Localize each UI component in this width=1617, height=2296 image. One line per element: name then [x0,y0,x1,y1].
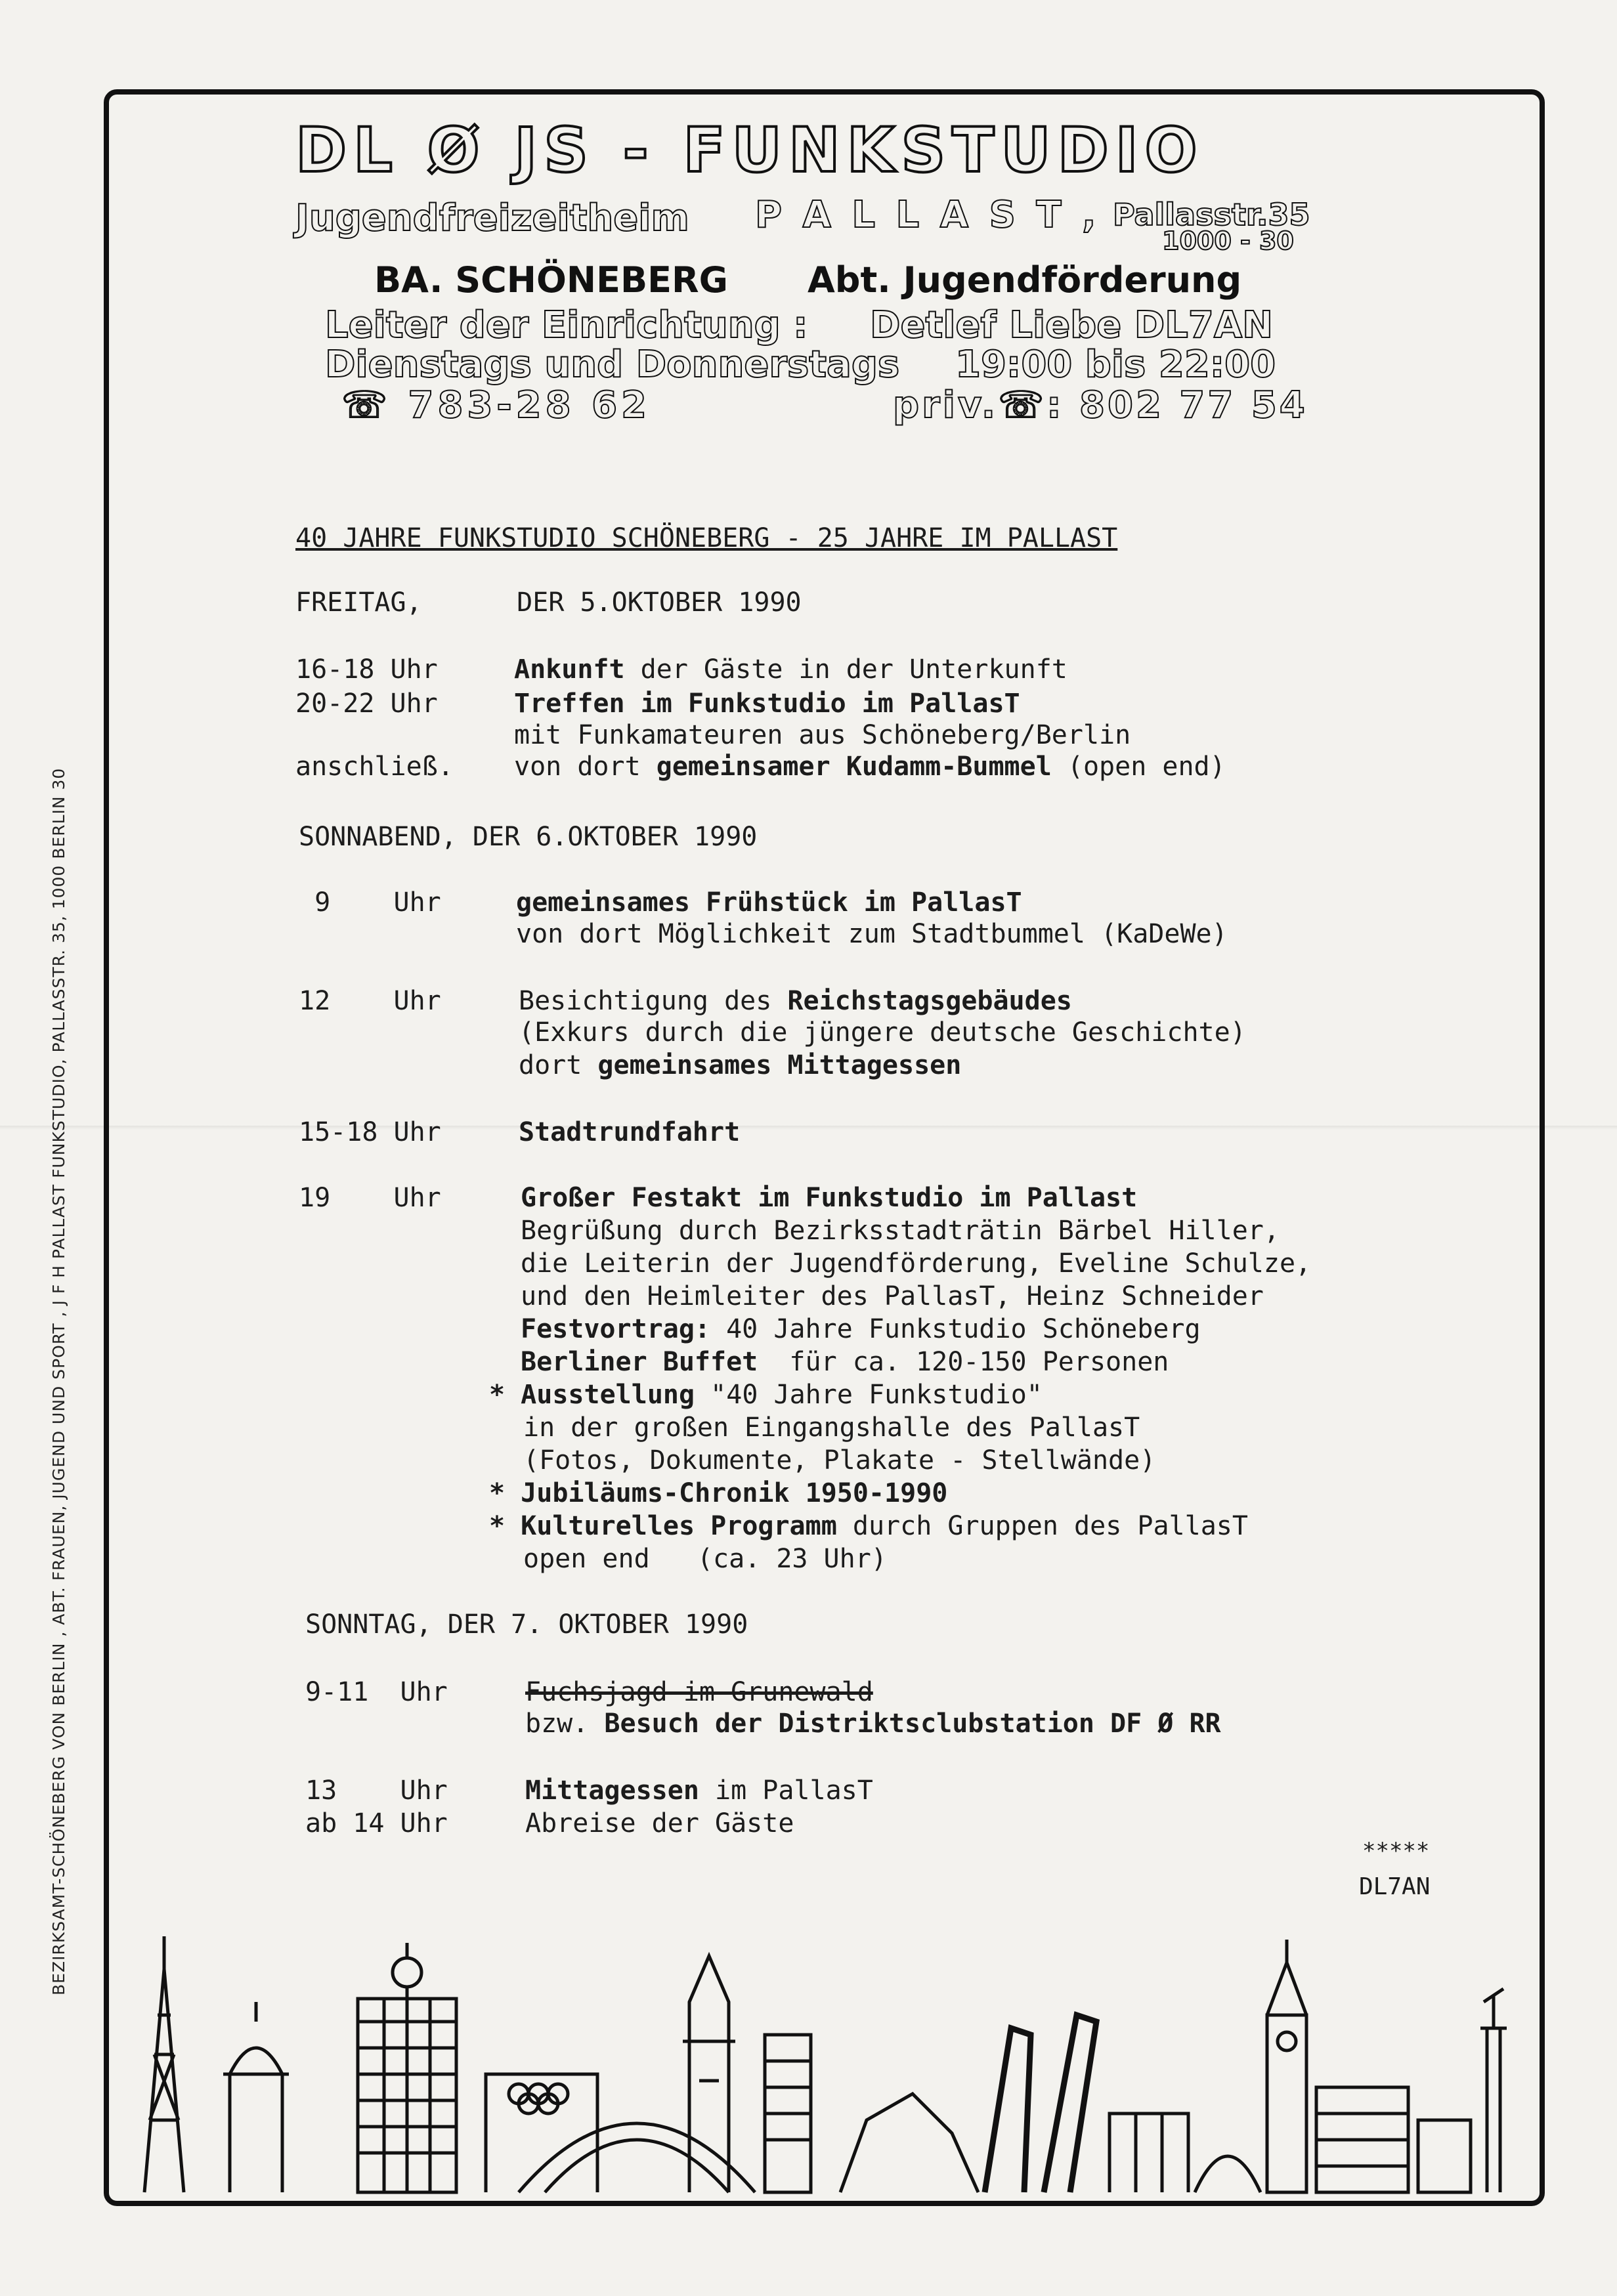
schedule-item: Mittagessen [525,1775,699,1806]
schedule-item: * Jubiläums-Chronik 1950-1990 [489,1478,948,1508]
schedule-item: Besuch der Distriktsclubstation DF Ø RR [604,1709,1221,1739]
schedule-detail: 40 Jahre Funkstudio Schöneberg [710,1314,1201,1344]
schedule-item: Berliner Buffet [521,1347,758,1377]
header-phone: ☏ 783-28 62 [341,384,651,427]
schedule-detail: die Leiterin der Jugendförderung, Eveline Schulze, [521,1248,1312,1279]
schedule-detail: open end (ca. 23 Uhr) [523,1544,887,1574]
event-heading: 40 JAHRE FUNKSTUDIO SCHÖNEBERG - 25 JAHRE IM PALLAST [295,523,1118,553]
schedule-detail: (open end) [1051,752,1226,782]
schedule-item: Festvortrag: [521,1314,710,1344]
schedule-detail: in der großen Eingangshalle des PallasT [523,1413,1140,1443]
schedule-detail: Begrüßung durch Bezirksstadträtin Bärbel Hiller, [521,1216,1280,1246]
schedule-detail: von dort [514,752,657,782]
station-title: DL Ø JS - FUNKSTUDIO [295,115,1204,186]
header-director-label: Leiter der Einrichtung : [325,304,808,347]
sidebar-address: BEZIRKSAMT-SCHÖNEBERG VON BERLIN , ABT. FRAUEN, JUGEND UND SPORT , J F H PALLAST FUNKSTUDIO, PALLASSTR. 35, 1000 BERLIN 30 [49,767,68,1995]
header-district: BA. SCHÖNEBERG [374,259,728,301]
footer-stars: ***** [1362,1838,1430,1864]
footer-signature: DL7AN [1359,1873,1431,1900]
cancelled-item: Fuchsjagd im Grunewald [525,1677,873,1707]
schedule-item: * Ausstellung [489,1380,695,1410]
schedule-item: gemeinsames Mittagessen [597,1050,962,1080]
schedule-detail: der Gäste in der Unterkunft [624,654,1067,685]
header-director-name: Detlef Liebe DL7AN [870,304,1274,347]
header-days: Dienstags und Donnerstags [325,343,900,386]
schedule-time: 19 Uhr [299,1183,441,1213]
schedule-item: Reichstagsgebäudes [787,986,1072,1016]
schedule-detail: Abreise der Gäste [525,1808,794,1839]
schedule-detail: dort [519,1050,598,1080]
header-zip: 1000 - 30 [1162,226,1294,255]
header-home: Jugendfreizeitheim [295,197,689,240]
schedule-detail: (Fotos, Dokumente, Plakate - Stellwände) [523,1445,1156,1476]
sunday-day: SONNTAG, DER 7. OKTOBER 1990 [305,1609,748,1640]
header-department: Abt. Jugendförderung [808,259,1242,301]
header-street: Pallasstr.35 [1113,197,1310,232]
schedule-detail: für ca. 120-150 Personen [758,1347,1169,1377]
schedule-detail: Besichtigung des [519,986,788,1016]
schedule-item: Großer Festakt im Funkstudio im Pallast [521,1183,1138,1213]
berlin-skyline-illustration [125,1923,1523,2199]
saturday-day: SONNABEND, DER 6.OKTOBER 1990 [299,822,758,852]
friday-day: FREITAG, DER 5.OKTOBER 1990 [295,587,802,618]
schedule-detail: (Exkurs durch die jüngere deutsche Geschichte) [519,1017,1246,1048]
schedule-item: Stadtrundfahrt [519,1117,741,1147]
schedule-time: 20-22 Uhr [295,689,438,719]
schedule-time: 12 Uhr [299,986,441,1016]
header-private-phone: priv.☏: 802 77 54 [893,384,1308,427]
schedule-detail: mit Funkamateuren aus Schöneberg/Berlin [514,720,1131,750]
schedule-item: * Kulturelles Programm [489,1511,837,1541]
schedule-time: anschließ. [295,752,454,782]
header-pallast: P A L L A S T , [755,194,1100,236]
schedule-time: 16-18 Uhr [295,654,438,685]
schedule-detail: bzw. [525,1709,605,1739]
schedule-detail: im PallasT [699,1775,873,1806]
schedule-item: Ankunft [514,654,625,685]
schedule-time: ab 14 Uhr [305,1808,448,1839]
schedule-time: 13 Uhr [305,1775,448,1806]
schedule-time: 9-11 Uhr [305,1677,448,1707]
schedule-detail: von dort Möglichkeit zum Stadtbummel (KaDeWe) [516,919,1228,949]
schedule-time: 9 Uhr [299,887,441,918]
schedule-detail: und den Heimleiter des PallasT, Heinz Schneider [521,1281,1264,1311]
schedule-item: Treffen im Funkstudio im PallasT [514,689,1020,719]
header-hours: 19:00 bis 22:00 [955,343,1276,386]
schedule-time: 15-18 Uhr [299,1117,441,1147]
schedule-item: gemeinsamer Kudamm-Bummel [656,752,1052,782]
schedule-detail: durch Gruppen des PallasT [836,1511,1248,1541]
schedule-item: gemeinsames Frühstück im PallasT [516,887,1022,918]
schedule-detail: "40 Jahre Funkstudio" [695,1380,1043,1410]
